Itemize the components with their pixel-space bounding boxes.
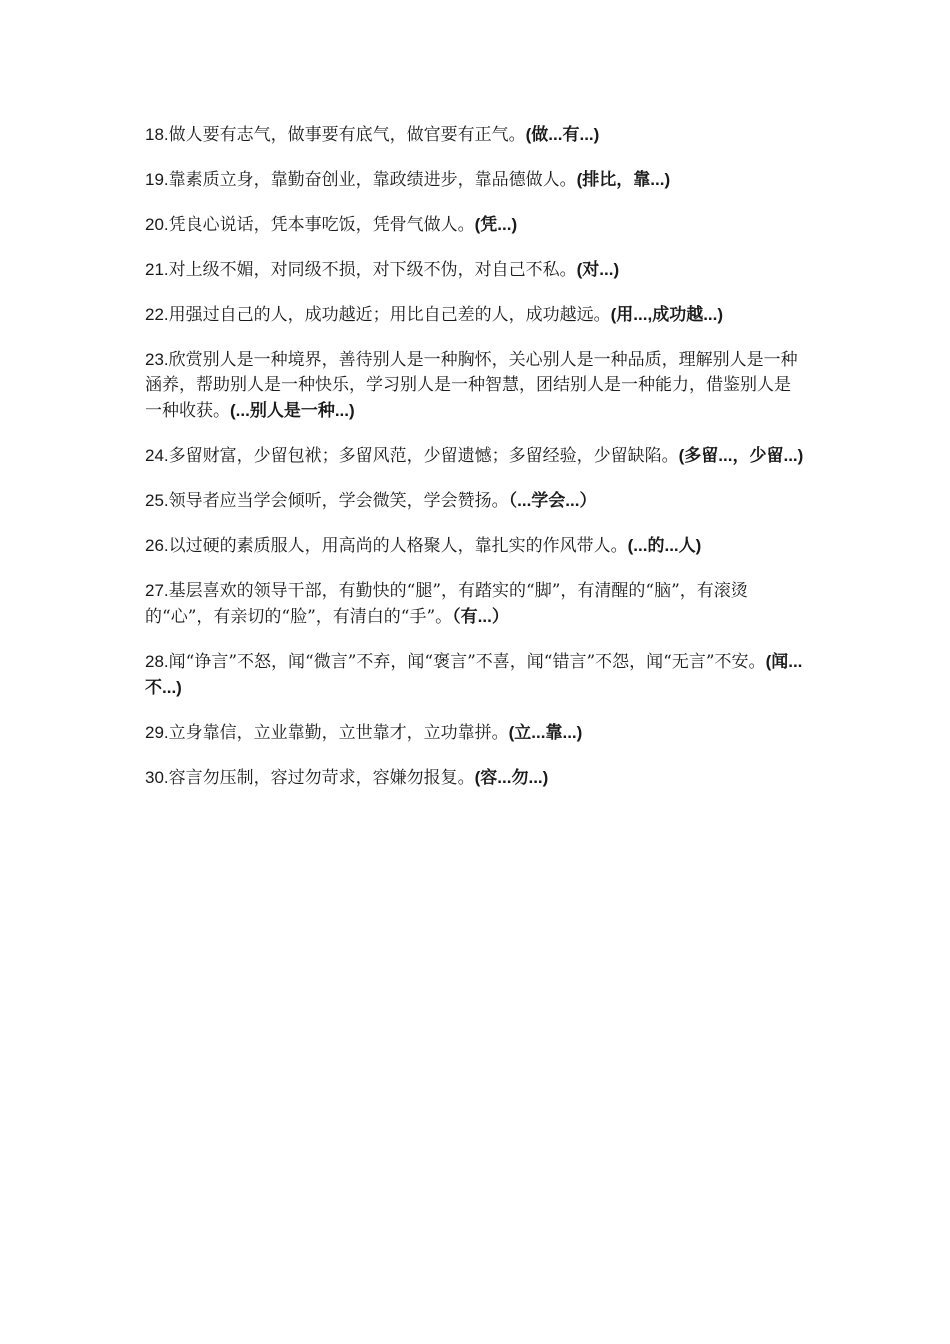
item-text: 用强过自己的人，成功越近；用比自己差的人，成功越远。 xyxy=(168,305,611,325)
list-item-27 xyxy=(145,578,807,630)
item-number: 25. xyxy=(145,491,169,510)
item-pattern: (做...有...) xyxy=(525,125,600,144)
list-item-21 xyxy=(145,257,807,283)
item-pattern: (立...靠...) xyxy=(508,723,583,742)
item-text: 基层喜欢的领导干部，有勤快的“腿”，有踏实的“脚”，有清醒的“脑”，有滚烫的“心”，有亲切的“脸”，有清白的“手”。 xyxy=(145,581,748,627)
item-number: 24. xyxy=(145,446,169,465)
item-text: 容言勿压制，容过勿苛求，容嫌勿报复。 xyxy=(168,768,475,788)
item-text: 对上级不媚，对同级不损，对下级不伪，对自己不私。 xyxy=(168,260,577,280)
list-item-25 xyxy=(145,488,807,514)
list-item-30 xyxy=(145,765,807,791)
item-pattern: (...别人是一种...) xyxy=(230,401,355,420)
item-text: 以过硬的素质服人，用高尚的人格聚人，靠扎实的作风带人。 xyxy=(168,536,628,556)
item-text: 立身靠信，立业靠勤，立世靠才，立功靠拼。 xyxy=(168,723,509,743)
item-pattern: (排比，靠...) xyxy=(576,170,671,189)
item-number: 27. xyxy=(145,581,169,600)
item-text: 闻“诤言”不怒，闻“微言”不弃，闻“褒言”不喜，闻“错言”不怨，闻“无言”不安。 xyxy=(168,652,766,672)
list-item-28 xyxy=(145,649,807,701)
item-pattern: (对...) xyxy=(576,260,620,279)
item-text: 靠素质立身，靠勤奋创业，靠政绩进步，靠品德做人。 xyxy=(168,170,577,190)
item-pattern: （有...） xyxy=(452,607,509,626)
list-item-19 xyxy=(145,167,807,193)
item-pattern: (闻...不...) xyxy=(145,652,803,697)
item-text: 多留财富，少留包袱；多留风范，少留遗憾；多留经验，少留缺陷。 xyxy=(168,446,679,466)
item-number: 20. xyxy=(145,215,169,234)
item-text: 领导者应当学会倾听，学会微笑，学会赞扬。 xyxy=(168,491,509,511)
item-number: 23. xyxy=(145,350,169,369)
item-number: 19. xyxy=(145,170,169,189)
item-text: 欣赏别人是一种境界，善待别人是一种胸怀，关心别人是一种品质，理解别人是一种涵养，帮助别人是一种快乐，学习别人是一种智慧，团结别人是一种能力，借鉴别人是一种收获。 xyxy=(145,350,798,421)
sentence-list xyxy=(145,122,807,810)
item-number: 22. xyxy=(145,305,169,324)
item-pattern: (多留...，少留...) xyxy=(678,446,804,465)
item-pattern: (凭...) xyxy=(474,215,518,234)
item-pattern: (用...,成功越...) xyxy=(610,305,724,324)
item-number: 29. xyxy=(145,723,169,742)
item-number: 30. xyxy=(145,768,169,787)
item-text: 做人要有志气，做事要有底气，做官要有正气。 xyxy=(168,125,526,145)
item-number: 21. xyxy=(145,260,169,279)
item-number: 18. xyxy=(145,125,169,144)
list-item-23 xyxy=(145,347,807,424)
item-pattern: (...的...人) xyxy=(627,536,702,555)
list-item-29 xyxy=(145,720,807,746)
item-pattern: （...学会...） xyxy=(508,491,597,510)
item-number: 28. xyxy=(145,652,169,671)
item-text: 凭良心说话，凭本事吃饭，凭骨气做人。 xyxy=(168,215,475,235)
list-item-26 xyxy=(145,533,807,559)
list-item-18 xyxy=(145,122,807,148)
item-number: 26. xyxy=(145,536,169,555)
item-pattern: (容...勿...) xyxy=(474,768,549,787)
list-item-20 xyxy=(145,212,807,238)
list-item-24 xyxy=(145,443,807,469)
list-item-22 xyxy=(145,302,807,328)
